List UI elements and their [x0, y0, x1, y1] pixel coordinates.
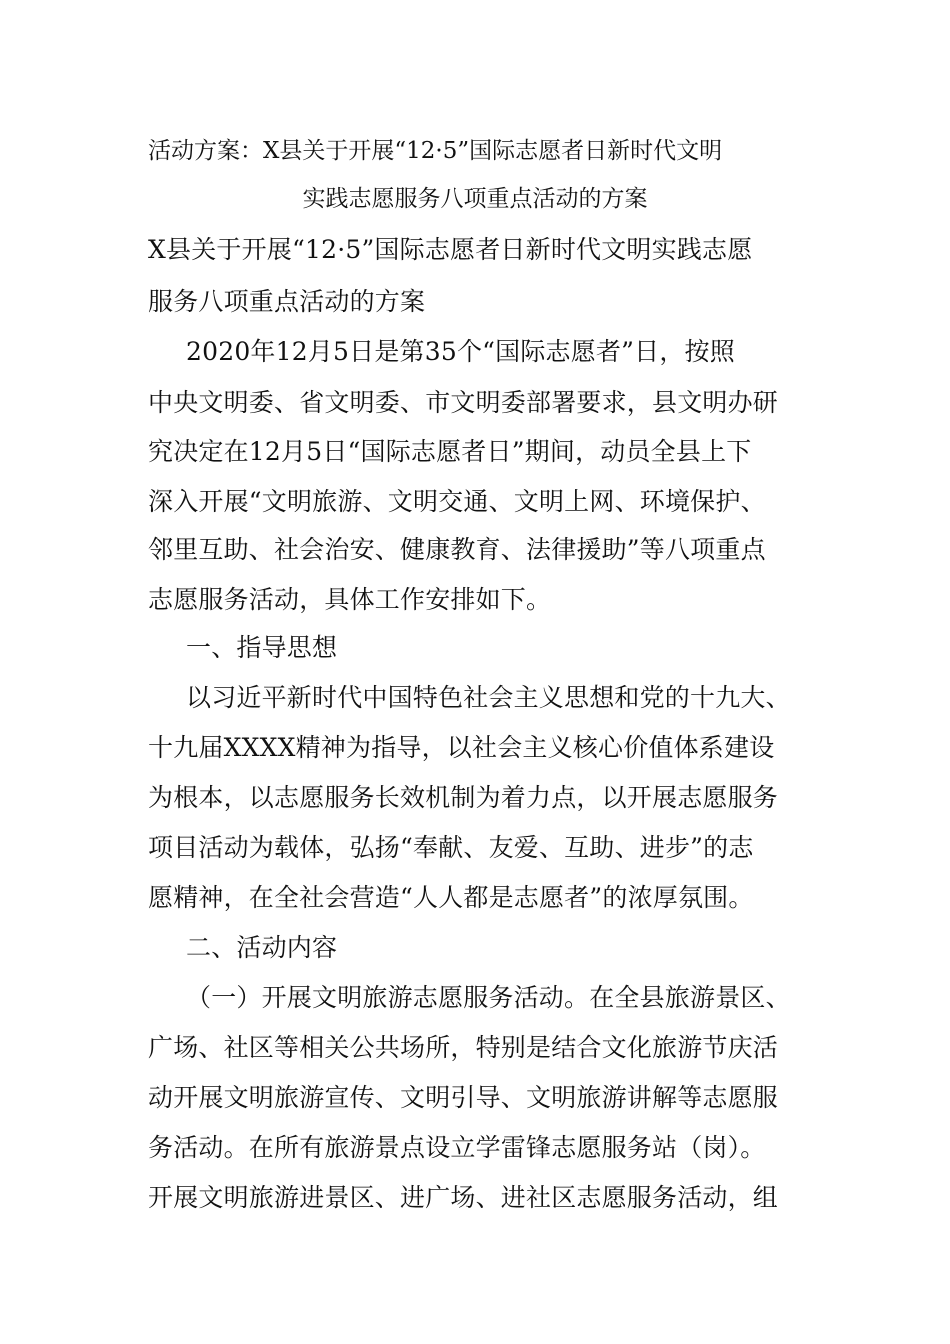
- body-line: 深入开展“文明旅游、文明交通、文明上网、环境保护、: [148, 487, 766, 516]
- body-line: 以习近平新时代中国特色社会主义思想和党的十九大、: [186, 683, 791, 712]
- body-line: X县关于开展“12·5”国际志愿者日新时代文明实践志愿: [148, 235, 753, 264]
- document-title-line-1: 活动方案：X县关于开展“12·5”国际志愿者日新时代文明: [148, 138, 723, 164]
- body-line: 究决定在12月5日“国际志愿者日”期间，动员全县上下: [148, 437, 752, 466]
- body-line: 项目活动为载体，弘扬“奉献、友爱、互助、进步”的志: [148, 833, 754, 862]
- body-line: 为根本，以志愿服务长效机制为着力点，以开展志愿服务: [148, 783, 779, 812]
- body-line: 动开展文明旅游宣传、文明引导、文明旅游讲解等志愿服: [148, 1083, 779, 1112]
- body-line: 务活动。在所有旅游景点设立学雷锋志愿服务站（岗）。: [148, 1133, 766, 1162]
- body-line: 十九届XXXX精神为指导，以社会主义核心价值体系建设: [148, 733, 775, 762]
- body-line: 广场、社区等相关公共场所，特别是结合文化旅游节庆活: [148, 1033, 779, 1062]
- body-line: 中央文明委、省文明委、市文明委部署要求，县文明办研: [148, 388, 779, 417]
- section-heading-activity-content: 二、活动内容: [186, 933, 338, 962]
- body-line: 2020年12月5日是第35个“国际志愿者”日，按照: [186, 337, 735, 366]
- body-line: 服务八项重点活动的方案: [148, 287, 426, 316]
- body-line: 开展文明旅游进景区、进广场、进社区志愿服务活动，组: [148, 1183, 779, 1212]
- body-line: 愿精神，在全社会营造“人人都是志愿者”的浓厚氛围。: [148, 883, 754, 912]
- body-line: 志愿服务活动，具体工作安排如下。: [148, 585, 552, 614]
- section-heading-guiding-ideology: 一、指导思想: [186, 633, 338, 662]
- body-line: （一）开展文明旅游志愿服务活动。在全县旅游景区、: [186, 983, 791, 1012]
- body-line: 邻里互助、社会治安、健康教育、法律援助”等八项重点: [148, 535, 766, 564]
- document-title-line-2: 实践志愿服务八项重点活动的方案: [302, 186, 648, 212]
